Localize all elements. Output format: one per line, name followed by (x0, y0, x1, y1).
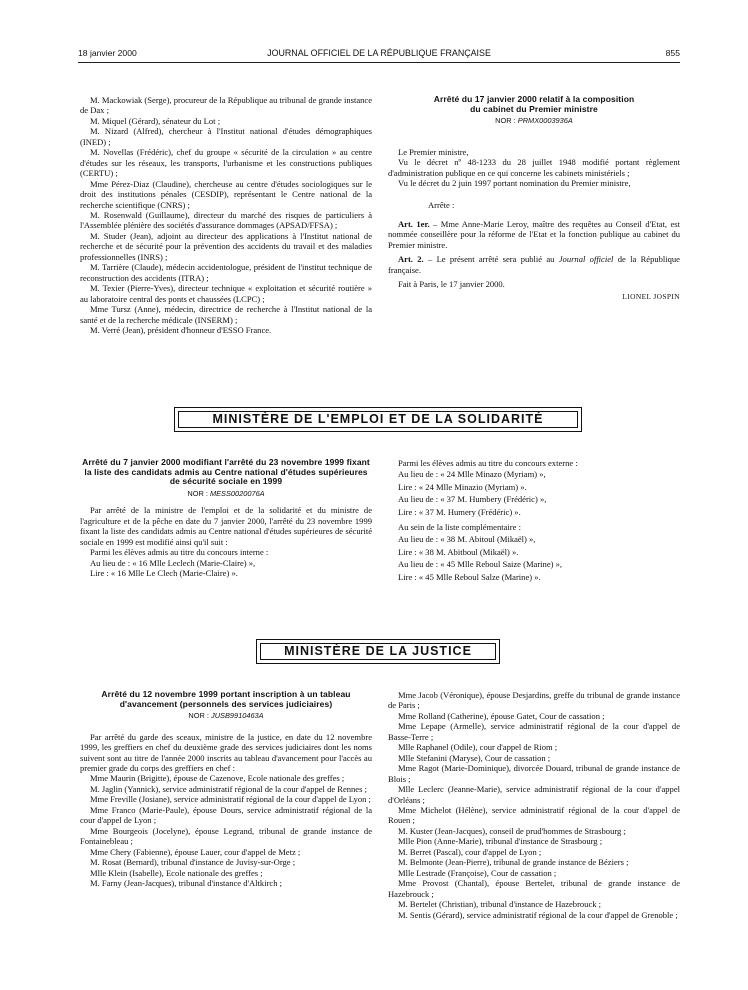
list-item: M. Rosat (Bernard), tribunal d'instance de Juvisy-sur-Orge ; (90, 857, 296, 868)
list-item: M. Nizard (Alfred), chercheur à l'Institut national d'études démographiques (INED) ; (80, 126, 372, 147)
list-item: Mme Tursz (Anne), médecin, directrice de recherche à l'Institut national de la santé et de la recherche médicale (INSERM) ; (80, 304, 372, 325)
correction-line: Lire : « 38 M. Abitboul (Mikaël) ». (398, 546, 519, 557)
cabinet-arrete (388, 200, 680, 210)
list-item: M. Belmonte (Jean-Pierre), tribunal de grande instance de Béziers ; (398, 857, 629, 868)
list-item: Mlle Klein (Isabelle), Ecole nationale des greffes ; (90, 867, 263, 878)
list-item: Mme Lepape (Armelle), service administratif régional de la cour d'appel de Basse-Terre ; (388, 721, 680, 742)
correction-line: Lire : « 45 Mlle Reboul Salze (Marine) ». (398, 571, 541, 582)
list-item: Mlle Pion (Anne-Marie), tribunal d'instance de Strasbourg ; (398, 836, 603, 847)
cabinet-title-line2: du cabinet du Premier ministre (470, 103, 598, 114)
list-item: Mme Bourgeois (Jocelyne), épouse Legrand, tribunal de grande instance de Fontainebleau ; (80, 825, 372, 847)
correction-line: Au lieu de : « 38 M. Abitoul (Mikaël) », (398, 534, 536, 545)
top-left-column (80, 95, 372, 335)
list-item: M. Farny (Jean-Jacques), tribunal d'instance d'Altkirch ; (90, 877, 283, 888)
list-item: Mme Provost (Chantal), épouse Bertelet, tribunal de grande instance de Hazebrouck ; (388, 878, 680, 899)
cabinet-signature: LIONEL JOSPIN (622, 291, 680, 301)
running-header (78, 48, 680, 62)
cabinet-title-line1: Arrêté du 17 janvier 2000 relatif à la composition (433, 94, 635, 104)
list-item: Mme Freville (Josiane), service administratif régional de la cour d'appel de Lyon ; (90, 794, 371, 805)
art2-text-italic: Journal officiel (558, 254, 614, 265)
list-item: Mlle Raphanel (Odile), cour d'appel de Riom ; (398, 742, 558, 753)
justice-right-list (388, 690, 680, 920)
nor-code: PRMX0003936A (517, 116, 573, 126)
correction-line: Au lieu de : « 24 Mlle Minazo (Myriam) », (398, 469, 546, 480)
correction-line: Au lieu de : « 45 Mlle Reboul Saize (Marine) », (398, 559, 563, 570)
emploi-decree-title: Arrêté du 7 janvier 2000 modifiant l'arrêté du 23 novembre 1999 fixant la liste des candidats admis au Centre national d'études supérieures de sécurité sociale en 1999 (82, 457, 370, 487)
cabinet-vu2: Vu le décret du 2 juin 1997 portant nomination du Premier ministre, (398, 178, 631, 188)
header-rule (78, 62, 680, 63)
ministry-emploi-title: MINISTÈRE DE L'EMPLOI ET DE LA SOLIDARITÉ (178, 411, 578, 428)
list-item: M. Verré (Jean), président d'honneur d'ESSO France. (90, 324, 272, 335)
art1-label: Art. 1er. (398, 218, 430, 229)
art2-label: Art. 2. (398, 254, 424, 265)
emploi-interne-list (80, 558, 372, 579)
list-item: Mlle Lestrade (Françoise), Cour de cassation ; (398, 867, 557, 878)
correction-line: Lire : « 16 Mlle Le Clech (Marie-Claire) ». (90, 567, 238, 578)
list-item: Mme Maurin (Brigitte), épouse de Cazenove, Ecole nationale des greffes ; (90, 773, 345, 784)
nor-code: MESS0020076A (209, 488, 265, 498)
nor-code: JUSB9910463A (211, 711, 264, 721)
cabinet-fait: Fait à Paris, le 17 janvier 2000. (398, 279, 505, 290)
art1-text: – Mme Anne-Marie Leroy, maître des requêtes au Conseil d'Etat, est nommée conseillère pour la réforme de l'Etat et la fonction publique au cabinet du Premier ministre. (388, 218, 680, 250)
list-item: M. Sentis (Gérard), service administratif régional de la cour d'appel de Grenoble ; (398, 909, 678, 920)
ministry-justice-title: MINISTÈRE DE LA JUSTICE (260, 643, 496, 660)
art2-text-b: de la République française. (388, 254, 680, 275)
list-item: M. Miquel (Gérard), sénateur du Lot ; (90, 115, 221, 126)
emploi-externe-intro: Parmi les élèves admis au titre du concours externe : (398, 458, 578, 468)
header-date: 18 janvier 2000 (78, 48, 137, 58)
emploi-externe-list (388, 468, 680, 518)
list-item: Mme Rolland (Catherine), épouse Gatet, Cour de cassation ; (398, 710, 605, 721)
list-item: M. Mackowiak (Serge), procureur de la République au tribunal de grande instance de Dax ; (80, 95, 372, 116)
cabinet-intro: Le Premier ministre, (398, 146, 469, 157)
header-page-number: 855 (665, 48, 680, 58)
emploi-decree (80, 458, 372, 578)
list-item: Mme Franco (Marie-Paule), épouse Dours, service administratif régional de la cour d'appel de Lyon ; (80, 804, 372, 826)
cabinet-art2 (388, 254, 680, 275)
justice-body: Par arrêté du garde des sceaux, ministre de la justice, en date du 12 novembre 1999, les greffiers en chef du deuxième grade des services judiciaires dont les noms suivent sont au titre de l'année 2000 inscrits au tableau d'avancement pour l'accès au premier grade du corps des greffiers en chef : (80, 731, 372, 773)
cabinet-decree (388, 95, 680, 302)
ministry-banner-emploi (174, 407, 582, 432)
nor-label: NOR : (188, 711, 209, 721)
art2-text-a: – Le présent arrêté sera publié au (423, 254, 559, 265)
cabinet-decree-title (388, 95, 680, 114)
emploi-body: Par arrêté de la ministre de l'emploi et de la solidarité et du ministre de l'agriculture et de la pêche en date du 7 janvier 2000, l'arrêté du 23 novembre 1999 fixant la liste des candidats admis au Centre national d'études supérieures de sécurité sociale en 1999 est modifié ainsi qu'il suit : (80, 505, 372, 547)
emploi-nor (80, 489, 372, 499)
emploi-decree-continued (388, 458, 680, 583)
list-item: Mlle Stefanini (Maryse), Cour de cassation ; (398, 752, 551, 763)
list-item: M. Texier (Pierre-Yves), directeur technique « exploitation et sécurité routière » au laboratoire central des ponts et chaussées (LCPC) ; (80, 283, 372, 304)
header-journal-title: JOURNAL OFFICIEL DE LA RÉPUBLIQUE FRANÇAISE (267, 48, 491, 58)
cabinet-art1 (388, 219, 680, 250)
emploi-compl-list (388, 533, 680, 583)
ministry-banner-justice (256, 639, 500, 664)
cabinet-vu1: Vu le décret nº 48-1233 du 28 juillet 1948 modifié portant règlement d'administration publique en ce qui concerne les cabinets ministériels ; (388, 157, 680, 178)
list-item: M. Novellas (Frédéric), chef du groupe « sécurité de la circulation » au centre d'études sur les réseaux, les transports, l'urbanisme et les constructions publiques (CERTU) ; (80, 147, 372, 179)
correction-line: Au lieu de : « 37 M. Humbery (Frédéric) », (398, 494, 547, 505)
correction-line: Lire : « 37 M. Humery (Frédéric) ». (398, 506, 521, 517)
list-item: Mme Ragot (Marie-Dominique), divorcée Douard, tribunal de grande instance de Blois ; (388, 763, 680, 784)
list-item: M. Rosenwald (Guillaume), directeur du marché des risques de particuliers à l'Assemblée plénière des sociétés d'assurance dommages (APSAD/FFSA) ; (80, 209, 372, 231)
list-item: M. Kuster (Jean-Jacques), conseil de prud'hommes de Strasbourg ; (398, 825, 626, 836)
list-item: M. Berret (Pascal), cour d'appel de Lyon ; (398, 846, 542, 857)
correction-line: Lire : « 24 Mlle Minazio (Myriam) ». (398, 481, 527, 492)
justice-nor (80, 711, 372, 721)
justice-left-list (80, 773, 372, 888)
list-item: M. Jaglin (Yannick), service administratif régional de la cour d'appel de Rennes ; (90, 783, 367, 794)
emploi-interne-intro: Parmi les élèves admis au titre du concours interne : (90, 547, 269, 558)
correction-line: Au lieu de : « 16 Mlle Leclech (Marie-Claire) », (90, 557, 256, 568)
list-item: Mme Jacob (Véronique), épouse Desjardins, greffe du tribunal de grande instance de Paris ; (388, 690, 680, 711)
emploi-compl-intro: Au sein de la liste complémentaire : (398, 522, 521, 533)
list-item: M. Tarrière (Claude), médecin accidentologue, président de l'institut technique de reconstruction des accidents (ITRA) ; (80, 262, 372, 283)
nor-label: NOR : (187, 488, 208, 498)
justice-decree (80, 690, 372, 888)
cabinet-nor (388, 116, 680, 126)
list-item: M. Studer (Jean), adjoint au directeur des applications à l'Institut national de recherche et de sécurité pour la prévention des accidents du travail et des maladies professionnelles (INRS) ; (80, 230, 372, 262)
arrete-label: Arrête : (428, 200, 455, 211)
list-item: Mme Michelot (Hélène), service administratif régional de la cour d'appel de Rouen ; (388, 804, 680, 826)
list-item: Mlle Leclerc (Jeanne-Marie), service administratif régional de la cour d'appel d'Orléans ; (388, 784, 680, 805)
list-item: Mme Pérez-Diaz (Claudine), chercheuse au centre d'études sociologiques sur le droit des institutions pénales (CESDIP), représentant le Centre national de la recherche scientifique (CNRS) ; (80, 178, 372, 210)
nor-label: NOR : (495, 116, 516, 126)
list-item: M. Bertelet (Christian), tribunal d'instance de Hazebrouck ; (398, 899, 602, 910)
list-item: Mme Chery (Fabienne), épouse Lauer, cour d'appel de Metz ; (90, 846, 301, 857)
justice-decree-title: Arrêté du 12 novembre 1999 portant inscription à un tableau d'avancement (personnels des services judiciaires) (101, 689, 351, 709)
